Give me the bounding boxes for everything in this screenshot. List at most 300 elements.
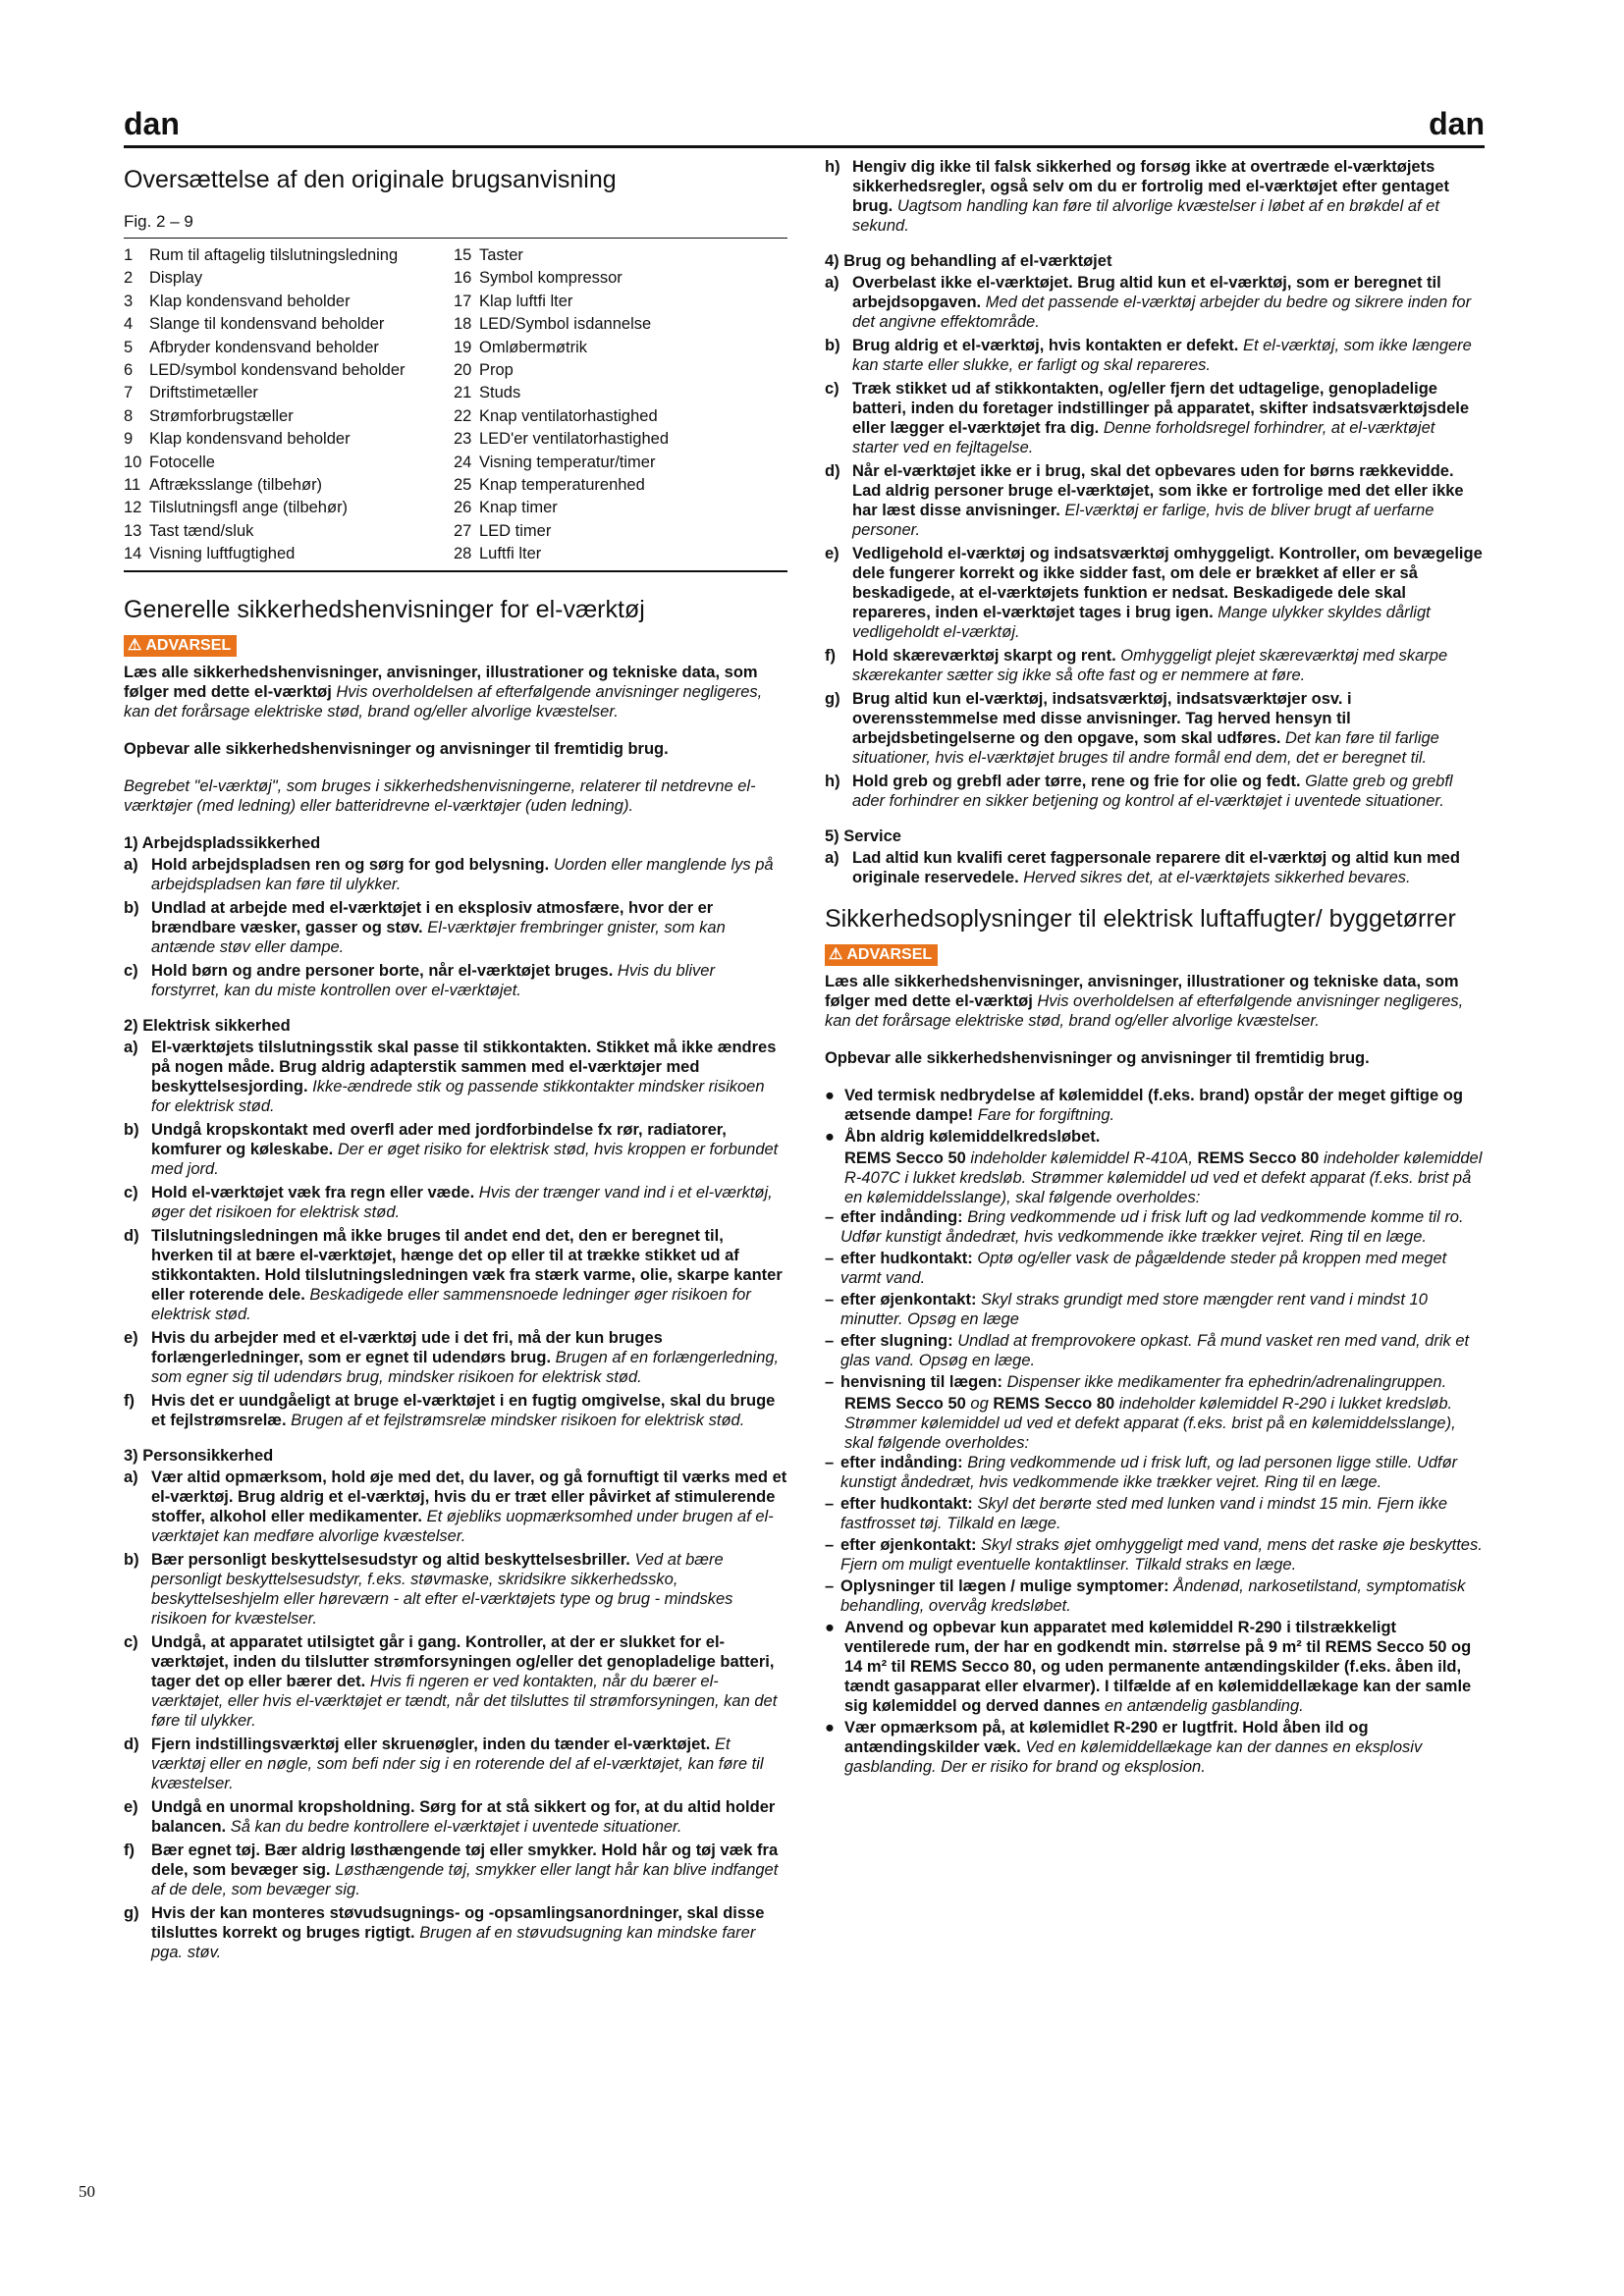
safety-item-rule: Undgå, at apparatet utilsigtet går i gang. Kontroller, at der er slukket for el-værktøjet, inden du tilslutter strømforsyningen og/eller det genopladelige batteri, tager det op eller bærer det. (151, 1632, 775, 1690)
safety-item-letter: c) (124, 1183, 138, 1201)
figure-item-label: Taster (479, 246, 523, 264)
figure-legend-item (454, 520, 787, 543)
figure-item-label: Visning temperatur/timer (479, 453, 656, 471)
safety-item-explanation: El-værktøj er farlige, hvis de bliver brugt af uerfarne personer. (852, 502, 1435, 539)
warning-badge: ⚠ ADVARSEL (124, 635, 237, 657)
safety-item-rule: Bær personligt beskyttelsesudstyr og altid beskyttelsesbriller. (151, 1550, 630, 1569)
safety-item-text (151, 1550, 787, 1629)
safety-item-text (151, 1328, 787, 1387)
bullet-icon: ● (825, 1619, 835, 1636)
figure-legend-item (124, 428, 448, 451)
first-aid-label: efter hudkontakt: (840, 1495, 973, 1513)
first-aid-instruction: Åndenød, narkosetilstand, symptomatisk behandling, overvåg kredsløbet. (840, 1577, 1466, 1615)
safety-item-text (151, 1391, 787, 1430)
first-aid-label: efter indånding: (840, 1208, 963, 1226)
safety-item-text (852, 336, 1485, 375)
safety-item (825, 848, 1485, 887)
figure-item-label: Klap luftfi lter (479, 292, 573, 310)
safety-item-letter: d) (825, 462, 840, 480)
safety-item-letter: h) (825, 158, 840, 176)
safety-item-rule: Undlad at arbejde med el-værktøjet i en eksplosiv atmosfære, hvor der er brændbare væsker, gasser og støv. (151, 898, 714, 936)
first-aid-label: efter øjenkontakt: (840, 1291, 977, 1308)
figure-item-number: 13 (124, 521, 142, 540)
warning-badge-2: ⚠ ADVARSEL (825, 944, 938, 966)
first-aid-label: efter øjenkontakt: (840, 1536, 977, 1554)
safety-item (825, 461, 1485, 540)
figure-item-label: LED'er ventilatorhastighed (479, 430, 670, 449)
safety-item-explanation: Brugen af et fejlstrømsrelæ mindsker risikoen for elektrisk stød. (291, 1411, 745, 1429)
safety-item-text (151, 1120, 787, 1179)
figure-item-label: LED/Symbol isdannelse (479, 315, 652, 334)
refrigerant-group-2-steps (825, 1453, 1485, 1616)
safety-item (124, 1226, 787, 1324)
figure-legend-item (454, 543, 787, 565)
continued-items (825, 157, 1485, 236)
figure-item-number: 6 (124, 361, 134, 380)
safety-item-explanation: Beskadigede eller sammensnoede ledninger øger risikoen for elektrisk stød. (151, 1285, 751, 1323)
safety-item-text (151, 1183, 787, 1222)
safety-item-text (852, 848, 1485, 887)
page-number: 50 (79, 2182, 95, 2201)
figure-item-number: 7 (124, 384, 134, 402)
bullet-circuit: ● Åbn aldrig kølemiddelkredsløbet. (825, 1128, 1101, 1146)
figure-item-label: Tilslutningsfl ange (tilbehør) (149, 499, 349, 517)
safety-item-rule: Hengiv dig ikke til falsk sikkerhed og forsøg ikke at overtræde el-værktøjets sikkerhedsregler, også selv om du er fortrolig med el-værktøjet efter gentaget brug. (852, 158, 1449, 215)
safety-item-rule: Fjern indstillingsværktøj eller skruenøgler, inden du tænder el-værktøjet. (151, 1735, 711, 1753)
bullet-ventilation: ● Anvend og opbevar kun apparatet med kølemiddel R-290 i tilstrækkeligt ventilerede rum, der har en godkendt min. størrelse på 9 m² til REMS Secco 50 og 14 m² til REMS Secco 80, og uden permanente antændingskilder (f.eks. åben ild, tændt gasapparat eller elvarmer). I tilfælde af en kølemiddellækage kan der samle sig kølemiddel og derved dannes en antændelig gasblanding. (825, 1619, 1472, 1715)
dash-marker: – (825, 1454, 835, 1471)
safety-item-explanation: Denne forholdsregel forhindrer, at el-værktøjet starter ved en fejltagelse. (852, 419, 1435, 456)
safety-item-explanation: Så kan du bedre kontrollere el-værktøjet i uventede situationer. (230, 1817, 682, 1836)
safety-item (124, 1391, 787, 1430)
safety-item (124, 1468, 787, 1546)
safety-item (825, 646, 1485, 685)
safety-item-rule: Brug altid kun el-værktøj, indsatsværktøj, indsatsværktøjer osv. i overensstemmelse med disse anvisninger. Tag herved hensyn til arbejdsbetingelserne og den opgave, som skal udføres. (852, 690, 1352, 747)
figure-item-label: Driftstimetæller (149, 384, 258, 402)
left-column (124, 157, 787, 1978)
bullet-odorless: ● Vær opmærksom på, at kølemidlet R-290 er lugtfrit. Hold åben ild og antændingskilder væk. Ved en kølemiddellækage kan der dannes en eksplosiv gasblanding. Der er risiko for brand og eksplosion. (825, 1719, 1423, 1776)
safety-item-rule: Undgå kropskontakt med overfl ader med jordforbindelse fx rør, radiatorer, komfurer og køleskabe. (151, 1120, 727, 1158)
safety-item-text (852, 273, 1485, 332)
safety-item-explanation: Det kan føre til farlige situationer, hvis el-værktøjet bruges til andre formål end dem, det er beregnet til. (852, 729, 1439, 767)
safety-item-text (852, 646, 1485, 685)
figure-legend-item (454, 337, 787, 359)
safety-item (124, 1328, 787, 1387)
figure-rule (124, 238, 787, 239)
first-aid-text (840, 1453, 1485, 1492)
figure-item-number: 14 (124, 545, 142, 563)
safety-item-text (151, 855, 787, 894)
figure-item-number: 20 (454, 361, 472, 380)
safety-item-explanation: Hvis du bliver forstyrret, kan du miste kontrollen over el-værktøjet. (151, 961, 715, 999)
figure-item-label: Knap temperaturenhed (479, 476, 645, 495)
warning-triangle-icon: ⚠ (128, 636, 142, 654)
figure-item-label: Fotocelle (149, 453, 215, 471)
figure-legend-item (124, 497, 448, 519)
safety-item-text (151, 1903, 787, 1962)
safety-item (124, 1735, 787, 1793)
first-aid-instruction: Skyl straks øjet omhyggeligt med vand, mens det raske øje beskyttes. Fjern om muligt eventuelle kontaktlinser. Tilkald straks en læge. (840, 1536, 1483, 1574)
safety-section-title: 2) Elektrisk sikkerhed (124, 1016, 291, 1035)
safety-item (124, 1632, 787, 1731)
safety-item (825, 689, 1485, 768)
dash-marker: – (825, 1250, 835, 1267)
general-safety-heading: Generelle sikkerhedshenvisninger for el-værktøj (124, 595, 645, 623)
safety-item-letter: e) (124, 1328, 138, 1347)
figure-end-rule (124, 570, 787, 572)
safety-item-rule: Hold børn og andre personer borte, når el-værktøjet bruges. (151, 961, 614, 980)
figure-item-number: 9 (124, 430, 134, 449)
safety-item-rule: Hvis du arbejder med et el-værktøj ude i det fri, må der kun bruges forlængerledninger, som er egnet til udendørs brug. (151, 1328, 663, 1366)
figure-item-label: Knap ventilatorhastighed (479, 406, 658, 425)
safety-item-letter: e) (825, 545, 839, 562)
safety-item-explanation: Mange ulykker skyldes dårligt vedligeholdt el-værktøj. (852, 604, 1431, 641)
safety-item-letter: g) (124, 1903, 139, 1922)
safety-item-letter: a) (825, 274, 839, 292)
first-aid-step (825, 1494, 1485, 1533)
safety-item-explanation: Hvis der trænger vand ind i et el-værktøj, øger det risikoen for elektrisk stød. (151, 1183, 773, 1221)
figure-label: Fig. 2 – 9 (124, 212, 193, 231)
safety-section-title: 4) Brug og behandling af el-værktøjet (825, 252, 1112, 270)
first-aid-step (825, 1576, 1485, 1616)
figure-item-label: Knap timer (479, 499, 558, 517)
figure-item-number: 4 (124, 315, 134, 334)
figure-item-number: 28 (454, 545, 472, 563)
safety-item (124, 1550, 787, 1629)
figure-item-label: Rum til aftagelig tilslutningsledning (149, 246, 399, 264)
right-safety-sections (825, 251, 1485, 887)
first-aid-step (825, 1331, 1485, 1370)
safety-item-explanation: Uagtsom handling kan føre til alvorlige kvæstelser i løbet af en brøkdel af et sekund. (852, 197, 1439, 235)
translation-title: Oversættelse af den originale brugsanvisning (124, 166, 617, 193)
safety-item-letter: b) (124, 1120, 139, 1139)
figure-item-label: Strømforbrugstæller (149, 406, 294, 425)
safety-item (825, 157, 1485, 236)
figure-item-label: Symbol kompressor (479, 269, 623, 288)
safety-item-text (151, 961, 787, 1000)
safety-item (124, 1183, 787, 1222)
bullet-icon: ● (825, 1087, 835, 1104)
figure-legend (124, 244, 787, 566)
safety-item-text (151, 1797, 787, 1837)
first-aid-instruction: Bring vedkommende ud i frisk luft, og lad personen ligge stille. Udfør kunstigt åndedræt, hvis vedkommende ikke trækker vejret. Ring til en læge. (840, 1454, 1458, 1491)
safety-item (124, 1841, 787, 1899)
safety-item-letter: c) (124, 961, 138, 980)
figure-item-label: Visning luftfugtighed (149, 545, 296, 563)
warning-triangle-icon: ⚠ (829, 946, 843, 963)
safety-item (825, 379, 1485, 457)
safety-item-text (852, 689, 1485, 768)
dryer-safety-heading: Sikkerhedsoplysninger til elektrisk luftaffugter/ byggetørrer (825, 905, 1456, 933)
safety-item (124, 855, 787, 894)
first-aid-instruction: Undlad at fremprovokere opkast. Få mund vasket ren med vand, drik et glas vand. Opsøg en læge. (840, 1332, 1470, 1369)
first-aid-instruction: Optø og/eller vask de pågældende steder på kroppen med meget varmt vand. (840, 1250, 1447, 1287)
safety-item-rule: Vedligehold el-værktøj og indsatsværktøj omhyggeligt. Kontroller, om bevægelige dele fungerer korrekt og ikke sidder fast, om dele er brækket af eller er så beskadigede, at el-værktøjets funktion er nedsat. Beskadigede dele skal repareres, inden el-værktøjet tages i brug igen. (852, 545, 1483, 621)
safety-item-letter: a) (825, 849, 839, 867)
safety-item (825, 544, 1485, 642)
first-aid-instruction: Skyl det berørte sted med lunken vand i mindst 15 min. Fjern ikke fastfrosset tøj. Tilkald en læge. (840, 1495, 1448, 1532)
safety-section-title: 1) Arbejdspladssikkerhed (124, 833, 321, 852)
figure-item-number: 3 (124, 292, 134, 310)
figure-legend-item (454, 291, 787, 313)
safety-item (825, 772, 1485, 811)
safety-item (825, 273, 1485, 332)
figure-legend-item (124, 543, 448, 565)
figure-item-label: Studs (479, 384, 521, 402)
safety-item-rule: Når el-værktøjet ikke er i brug, skal det opbevares uden for børns rækkevidde. Lad aldrig personer bruge el-værktøjet, som ikke er fortrolige med det eller ikke har læst disse anvisninger. (852, 462, 1464, 519)
figure-legend-item (124, 313, 448, 336)
first-aid-text (840, 1372, 1485, 1392)
figure-item-number: 8 (124, 406, 134, 425)
figure-legend-item (124, 267, 448, 290)
keep-instructions: Opbevar alle sikkerhedshenvisninger og anvisninger til fremtidig brug. (124, 739, 669, 758)
safety-item-text (151, 1468, 787, 1546)
safety-item-letter: b) (825, 337, 840, 354)
left-safety-sections (124, 833, 787, 1962)
first-aid-step (825, 1535, 1485, 1575)
safety-item-rule: Træk stikket ud af stikkontakten, og/eller fjern det udtagelige, genopladelige batteri, inden du foretager indstillinger på apparatet, skifter indsatsværktøjsdele eller lægger el-værktøjet fra dig. (852, 380, 1470, 437)
figure-item-label: Klap kondensvand beholder (149, 430, 351, 449)
safety-item-explanation: El-værktøjer frembringer gnister, som kan antænde støv eller dampe. (151, 918, 726, 956)
figure-item-number: 2 (124, 269, 134, 288)
first-aid-instruction: Dispenser ikke medikamenter fra ephedrin/adrenalingruppen. (1006, 1373, 1447, 1391)
figure-item-number: 5 (124, 338, 134, 356)
safety-item-rule: Brug aldrig et el-værktøj, hvis kontakten er defekt. (852, 337, 1239, 354)
dash-marker: – (825, 1291, 835, 1308)
safety-item-text (151, 1038, 787, 1116)
figure-legend-item (454, 244, 787, 267)
safety-item-letter: f) (124, 1841, 135, 1859)
safety-section-title: 5) Service (825, 828, 901, 845)
safety-item-rule: Hold el-værktøjet væk fra regn eller væde. (151, 1183, 475, 1201)
first-aid-step (825, 1453, 1485, 1492)
safety-item-letter: f) (825, 647, 836, 665)
figure-item-number: 21 (454, 384, 472, 402)
first-aid-step (825, 1207, 1485, 1247)
figure-item-label: Aftræksslange (tilbehør) (149, 476, 323, 495)
figure-legend-item (124, 244, 448, 267)
figure-legend-item (124, 291, 448, 313)
figure-item-number: 18 (454, 315, 472, 334)
term-definition: Begrebet "el-værktøj", som bruges i sikkerhedshenvisningerne, relaterer til netdrevne el-værktøjer (med ledning) eller batteridrevne el-værktøjer (uden ledning). (124, 776, 756, 815)
intro-paragraph: Læs alle sikkerhedshenvisninger, anvisninger, illustrationer og tekniske data, som følger med dette el-værktøj Hvis overholdelsen af efterfølgende anvisninger negligeres, kan det forårsage elektriske stød, brand og/eller alvorlige kvæstelser. (124, 663, 763, 721)
safety-item-explanation: Brugen af en forlængerledning, som egner sig til udendørs brug, mindsker risikoen for elektrisk stød. (151, 1348, 780, 1386)
safety-item-explanation: Et værktøj eller en nøgle, som befi nder sig i en roterende del af el-værktøjet, kan føre til kvæstelser. (151, 1735, 764, 1792)
safety-item-text (852, 157, 1485, 236)
safety-item (124, 961, 787, 1000)
first-aid-instruction: Bring vedkommende ud i frisk luft og lad vedkommende komme til ro. Udfør kunstigt åndedræt, hvis vedkommende ikke trækker vejret. Ring til en læge. (840, 1208, 1464, 1246)
first-aid-label: henvisning til lægen: (840, 1373, 1003, 1391)
first-aid-text (840, 1494, 1485, 1533)
figure-item-label: Afbryder kondensvand beholder (149, 338, 379, 356)
safety-item (124, 1038, 787, 1116)
first-aid-text (840, 1576, 1485, 1616)
safety-item-letter: b) (124, 1550, 139, 1569)
safety-item-letter: a) (124, 1468, 138, 1486)
refrigerant-group-2: REMS Secco 50 og REMS Secco 80 indeholder kølemiddel R-290 i lukket kredsløb. Strømmer kølemiddel ud ved et defekt apparat (f.eks. brist på en kølemiddelsslange), skal følgende overholdes: (844, 1395, 1456, 1452)
safety-item-explanation: Et el-værktøj, som ikke længere kan starte eller slukke, er farligt og skal repareres. (852, 337, 1472, 374)
refrigerant-group-1: REMS Secco 50 indeholder kølemiddel R-410A, REMS Secco 80 indeholder kølemiddel R-407C i lukket kredsløb. Strømmer kølemiddel ud ved et defekt apparat (f.eks. brist på en kølemiddelsslange), skal følgende overholdes: (844, 1149, 1483, 1206)
safety-item-rule: Hvis det er uundgåeligt at bruge el-værktøjet i en fugtig omgivelse, skal du bruge et fejlstrømsrelæ. (151, 1391, 776, 1429)
safety-item-text (852, 772, 1485, 811)
figure-item-number: 10 (124, 453, 142, 471)
figure-legend-item (124, 474, 448, 497)
figure-item-number: 24 (454, 453, 472, 471)
figure-legend-item (454, 359, 787, 382)
figure-legend-item (124, 359, 448, 382)
safety-item-text (151, 898, 787, 957)
figure-item-number: 26 (454, 499, 472, 517)
safety-item-rule: Hvis der kan monteres støvudsugnings- og -opsamlingsanordninger, skal disse tilsluttes korrekt og bruges rigtigt. (151, 1903, 765, 1942)
figure-item-label: LED/symbol kondensvand beholder (149, 361, 406, 380)
figure-legend-item (454, 474, 787, 497)
safety-item-rule: Hold arbejdspladsen ren og sørg for god belysning. (151, 855, 550, 874)
figure-item-label: Tast tænd/sluk (149, 521, 254, 540)
first-aid-label: efter hudkontakt: (840, 1250, 973, 1267)
first-aid-label: efter slugning: (840, 1332, 953, 1350)
figure-item-number: 23 (454, 430, 472, 449)
figure-legend-item (124, 405, 448, 428)
safety-section (124, 1446, 787, 1962)
figure-item-number: 15 (454, 246, 472, 264)
safety-item-explanation: Glatte greb og grebfl ader forhindrer en sikker betjening og kontrol af el-værktøjet i uventede situationer. (852, 773, 1453, 810)
safety-item-rule: Vær altid opmærksom, hold øje med det, du laver, og gå fornuftigt til værks med et el-værktøj. Brug aldrig et el-værktøj, hvis du er træt eller påvirket af stimulerende stoffer, alkohol eller medikamenter. (151, 1468, 787, 1525)
figure-item-label: Prop (479, 361, 514, 380)
safety-item-rule: Overbelast ikke el-værktøjet. Brug altid kun et el-værktøj, som er beregnet til arbejdsopgaven. (852, 274, 1441, 311)
safety-item-explanation: Uorden eller manglende lys på arbejdspladsen kan føre til ulykker. (151, 855, 774, 893)
safety-item-rule: Hold greb og grebfl ader tørre, rene og frie for olie og fedt. (852, 773, 1301, 790)
keep-instructions-2: Opbevar alle sikkerhedshenvisninger og anvisninger til fremtidig brug. (825, 1049, 1370, 1067)
safety-item-rule: El-værktøjets tilslutningsstik skal passe til stikkontakten. Stikket må ikke ændres på nogen måde. Brug aldrig adapterstik sammen med el-værktøjer med beskyttelsesjording. (151, 1038, 777, 1095)
figure-legend-item (124, 520, 448, 543)
first-aid-label: efter indånding: (840, 1454, 963, 1471)
figure-legend-item (454, 405, 787, 428)
right-column (825, 157, 1485, 1779)
safety-item-text (852, 544, 1485, 642)
safety-item-text (852, 461, 1485, 540)
safety-item-explanation: Et øjebliks uopmærksomhed under brugen af el-værktøjet kan medføre alvorlige kvæstelser. (151, 1507, 774, 1545)
safety-item (124, 1120, 787, 1179)
dash-marker: – (825, 1208, 835, 1226)
safety-item-text (151, 1735, 787, 1793)
safety-section (825, 827, 1485, 887)
figure-legend-item (454, 428, 787, 451)
bullet-icon: ● (825, 1719, 835, 1736)
safety-item-explanation: Ved at bære personligt beskyttelsesudstyr, f.eks. støvmaske, skridsikre sikkerhedssko, beskyttelseshjelm eller høreværn - alt efter el-værktøjets type og brug - mindskes risikoen for kvæstelser. (151, 1550, 733, 1628)
intro-paragraph-2: Læs alle sikkerhedshenvisninger, anvisninger, illustrationer og tekniske data, som følger med dette el-værktøj Hvis overholdelsen af efterfølgende anvisninger negligeres, kan det forårsage elektriske stød, brand og/eller alvorlige kvæstelser. (825, 973, 1464, 1030)
dash-marker: – (825, 1495, 835, 1513)
figure-item-label: Luftfi lter (479, 545, 542, 563)
safety-item-letter: c) (825, 380, 839, 398)
refrigerant-group-1-steps (825, 1207, 1485, 1392)
first-aid-label: Oplysninger til lægen / mulige symptomer: (840, 1577, 1169, 1595)
first-aid-step (825, 1372, 1485, 1392)
safety-item-rule: Undgå en unormal kropsholdning. Sørg for at stå sikkert og for, at du altid holder balancen. (151, 1797, 776, 1836)
first-aid-text (840, 1290, 1485, 1329)
figure-item-number: 17 (454, 292, 472, 310)
safety-item-letter: a) (124, 855, 138, 874)
dash-marker: – (825, 1373, 835, 1391)
safety-section (825, 251, 1485, 811)
first-aid-instruction: Skyl straks grundigt med store mængder rent vand i mindst 10 minutter. Opsøg en læge (840, 1291, 1428, 1328)
figure-item-label: Klap kondensvand beholder (149, 292, 351, 310)
figure-item-number: 11 (124, 476, 141, 495)
figure-item-label: LED timer (479, 521, 552, 540)
safety-item (124, 1797, 787, 1837)
safety-item-explanation: Løsthængende tøj, smykker eller langt hår kan blive indfanget af de dele, som bevæger sig. (151, 1860, 779, 1898)
safety-item-letter: d) (124, 1735, 139, 1753)
header-rule (124, 145, 1485, 148)
figure-legend-item (454, 267, 787, 290)
safety-item-letter: c) (124, 1632, 138, 1651)
figure-legend-item (454, 497, 787, 519)
figure-item-number: 27 (454, 521, 472, 540)
bullet-thermal: ● Ved termisk nedbrydelse af kølemiddel (f.eks. brand) opstår der meget giftige og ætsende dampe! Fare for forgiftning. (825, 1087, 1463, 1124)
dash-marker: – (825, 1536, 835, 1554)
safety-item-letter: g) (825, 690, 840, 708)
safety-item-explanation: Ikke-ændrede stik og passende stikkontakter mindsker risikoen for elektrisk stød. (151, 1077, 765, 1115)
figure-item-number: 19 (454, 338, 472, 356)
figure-legend-item (454, 313, 787, 336)
safety-item-letter: h) (825, 773, 840, 790)
safety-item-rule: Tilslutningsledningen må ikke bruges til andet end det, den er beregnet til, hverken til at bære el-værktøjet, hænge det op eller til at trække stikket ud af stikkontakten. Hold tilslutningsledningen væk fra stærk varme, olie, skarpe kanter eller roterende dele. (151, 1226, 783, 1304)
safety-item-explanation: Herved sikres det, at el-værktøjets sikkerhed bevares. (1023, 869, 1411, 886)
figure-item-number: 22 (454, 406, 472, 425)
first-aid-step (825, 1249, 1485, 1288)
first-aid-text (840, 1207, 1485, 1247)
safety-item (124, 898, 787, 957)
safety-section (124, 1016, 787, 1430)
safety-item (124, 1903, 787, 1962)
figure-legend-item (124, 382, 448, 404)
figure-item-label: Display (149, 269, 203, 288)
header-language-right: dan (1429, 106, 1485, 141)
safety-item-letter: f) (124, 1391, 135, 1410)
first-aid-text (840, 1535, 1485, 1575)
safety-item-rule: Bær egnet tøj. Bær aldrig løsthængende tøj eller smykker. Hold hår og tøj væk fra dele, som bevæger sig. (151, 1841, 779, 1879)
first-aid-text (840, 1249, 1485, 1288)
first-aid-step (825, 1290, 1485, 1329)
safety-item-letter: b) (124, 898, 139, 917)
figure-legend-item (124, 452, 448, 474)
safety-item-text (852, 379, 1485, 457)
header-language-left: dan (124, 106, 180, 141)
safety-item-explanation: Der er øget risiko for elektrisk stød, hvis kroppen er forbundet med jord. (151, 1140, 779, 1178)
bullet-icon: ● (825, 1128, 835, 1146)
dash-marker: – (825, 1332, 835, 1350)
safety-item-rule: Hold skæreværktøj skarpt og rent. (852, 647, 1116, 665)
figure-legend-item (454, 452, 787, 474)
figure-item-label: Omløbermøtrik (479, 338, 587, 356)
figure-item-number: 25 (454, 476, 472, 495)
safety-item-letter: e) (124, 1797, 138, 1816)
figure-legend-item (454, 382, 787, 404)
safety-item-explanation: Omhyggeligt plejet skæreværktøj med skarpe skærekanter sætter sig ikke så ofte fast og er nemmere at føre. (852, 647, 1448, 684)
figure-item-number: 16 (454, 269, 472, 288)
safety-section (124, 833, 787, 1000)
figure-legend-item (124, 337, 448, 359)
safety-item-explanation: Brugen af en støvudsugning kan mindske farer pga. støv. (151, 1923, 756, 1961)
safety-item-letter: d) (124, 1226, 139, 1245)
safety-section-title: 3) Personsikkerhed (124, 1446, 274, 1465)
safety-item-text (151, 1226, 787, 1324)
safety-item-rule: Lad altid kun kvalifi ceret fagpersonale reparere dit el-værktøj og altid kun med originale reservedele. (852, 849, 1460, 886)
figure-item-number: 12 (124, 499, 142, 517)
safety-item (825, 336, 1485, 375)
safety-item-explanation: Med det passende el-værktøj arbejder du bedre og sikrere inden for det angivne effektområde. (852, 294, 1472, 331)
dash-marker: – (825, 1577, 835, 1595)
figure-item-number: 1 (124, 246, 134, 264)
